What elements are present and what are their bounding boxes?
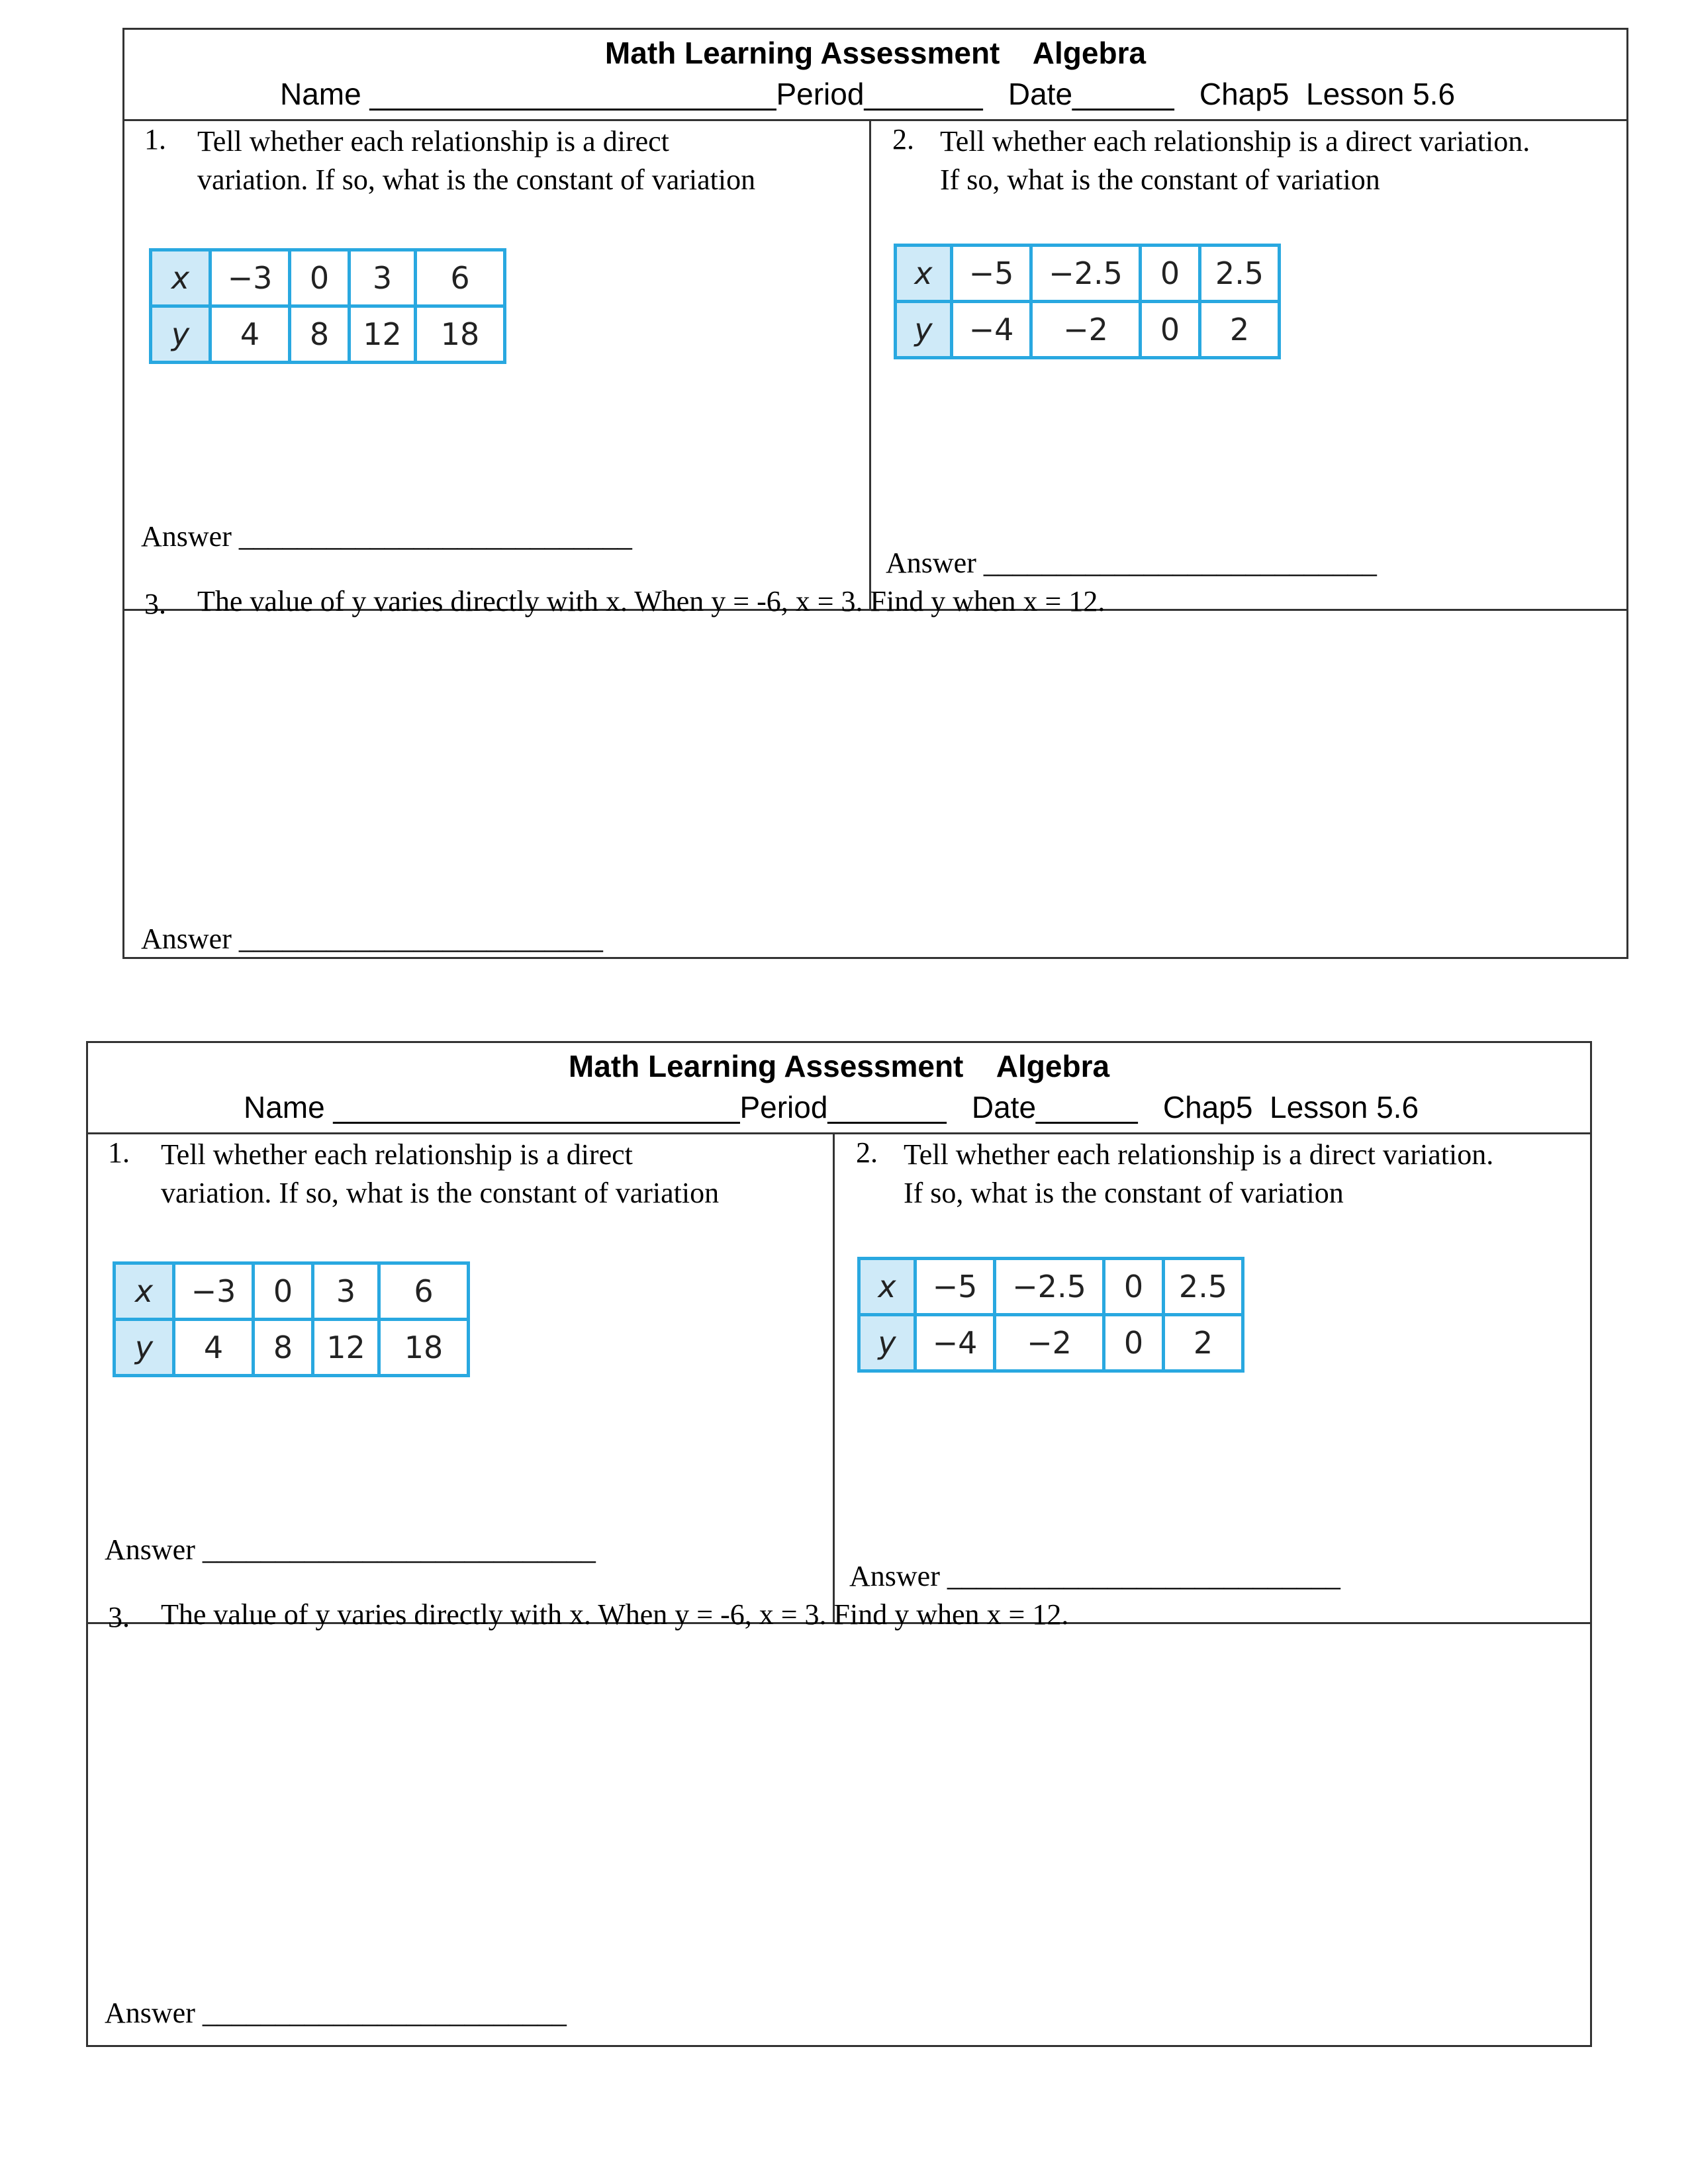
table-cell: 3	[313, 1263, 379, 1320]
table-cell: 0	[1104, 1259, 1164, 1315]
table-cell: 6	[379, 1263, 469, 1320]
student-info-line: Name ________________________Period_______ Date______ Chap5 Lesson 5.6	[280, 77, 1456, 111]
table-cell: −3	[211, 250, 290, 306]
table-cell: 0	[1141, 302, 1200, 358]
question-1-text: Tell whether each relationship is a direct variation. If so, what is the constant of variation	[161, 1138, 720, 1209]
table-cell: −5	[952, 246, 1031, 302]
question-2-table	[894, 244, 1281, 359]
student-info-line: Name ________________________Period_______ Date______ Chap5 Lesson 5.6	[244, 1090, 1419, 1124]
question-1-text: Tell whether each relationship is a direct variation. If so, what is the constant of variation	[197, 125, 756, 196]
worksheet-card	[122, 28, 1628, 959]
question-3-text: The value of y varies directly with x. When y = -6, x = 3. Find y when x = 12.	[197, 585, 1105, 617]
question-3-number: 3.	[144, 588, 166, 620]
question-1-table	[149, 248, 506, 364]
table-cell: −2.5	[1031, 246, 1141, 302]
table-cell: 2.5	[1200, 246, 1280, 302]
table-cell: 18	[416, 306, 505, 363]
table-cell: −2	[1031, 302, 1141, 358]
table-cell: 4	[211, 306, 290, 363]
table-y-label: y	[896, 302, 952, 358]
answer-line-1: Answer ___________________________	[141, 520, 632, 553]
question-1-number: 1.	[108, 1136, 130, 1169]
table-cell: 2	[1164, 1315, 1243, 1371]
answer-line-3: Answer _________________________	[105, 1997, 567, 2029]
question-1-table	[113, 1261, 470, 1377]
table-cell: −3	[174, 1263, 254, 1320]
question-1-number: 1.	[144, 123, 166, 156]
question-3-text: The value of y varies directly with x. When y = -6, x = 3. Find y when x = 12.	[161, 1598, 1069, 1631]
worksheet-header	[124, 30, 1626, 121]
worksheet-title: Math Learning Assessment Algebra	[604, 36, 1147, 70]
table-y-label: y	[115, 1320, 174, 1376]
question-3-number: 3.	[108, 1601, 130, 1633]
question-2-number: 2.	[856, 1136, 878, 1169]
table-cell: 4	[174, 1320, 254, 1376]
column-divider	[833, 1132, 835, 1622]
table-cell: 8	[254, 1320, 313, 1376]
table-cell: −2.5	[995, 1259, 1104, 1315]
table-cell: 18	[379, 1320, 469, 1376]
answer-line-1: Answer ___________________________	[105, 1533, 596, 1566]
table-x-label: x	[896, 246, 952, 302]
question-2-text: Tell whether each relationship is a direct variation. If so, what is the constant of variation	[940, 125, 1530, 196]
table-cell: 0	[1104, 1315, 1164, 1371]
worksheet-header	[88, 1043, 1590, 1134]
answer-line-2: Answer ___________________________	[886, 547, 1377, 579]
worksheet-title: Math Learning Assessment Algebra	[568, 1049, 1110, 1083]
table-cell: 3	[350, 250, 416, 306]
answer-line-3: Answer _________________________	[141, 923, 603, 955]
question-2-table	[857, 1257, 1244, 1373]
worksheet-card	[86, 1041, 1592, 2047]
table-cell: −4	[952, 302, 1031, 358]
table-cell: 12	[350, 306, 416, 363]
table-y-label: y	[859, 1315, 915, 1371]
column-divider	[869, 119, 871, 609]
table-cell: 12	[313, 1320, 379, 1376]
table-x-label: x	[859, 1259, 915, 1315]
table-cell: 6	[416, 250, 505, 306]
table-x-label: x	[151, 250, 211, 306]
table-y-label: y	[151, 306, 211, 363]
table-x-label: x	[115, 1263, 174, 1320]
table-cell: 0	[254, 1263, 313, 1320]
question-2-number: 2.	[892, 123, 914, 156]
table-cell: 8	[290, 306, 350, 363]
table-cell: 0	[290, 250, 350, 306]
question-2-text: Tell whether each relationship is a direct variation. If so, what is the constant of variation	[904, 1138, 1494, 1209]
table-cell: 2	[1200, 302, 1280, 358]
table-cell: −2	[995, 1315, 1104, 1371]
answer-line-2: Answer ___________________________	[849, 1560, 1340, 1592]
table-cell: −5	[915, 1259, 995, 1315]
table-cell: 0	[1141, 246, 1200, 302]
table-cell: 2.5	[1164, 1259, 1243, 1315]
table-cell: −4	[915, 1315, 995, 1371]
